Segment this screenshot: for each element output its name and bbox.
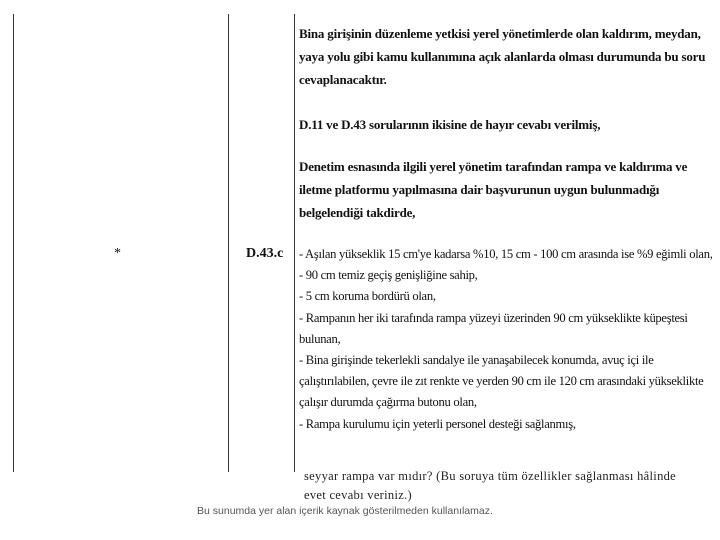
table-col-divider-1 xyxy=(228,14,229,472)
criteria-list xyxy=(299,244,717,435)
criteria-item-width: - 90 cm temiz geçiş genişliğine sahip, xyxy=(299,268,478,283)
question-code: D.43.c xyxy=(246,246,284,261)
criteria-item-handrail: - Rampanın her iki tarafında rampa yüzeyi üzerinden 90 cm yükseklikte küpeştesi bulunan, xyxy=(299,310,688,346)
criteria-item-staff: - Rampa kurulumu için yeterli personel desteği sağlanmış, xyxy=(299,416,576,431)
criteria-item-curb: - 5 cm koruma bordürü olan, xyxy=(299,289,436,304)
table-col-divider-2 xyxy=(294,14,295,472)
criteria-item-call-button: - Bina girişinde tekerlekli sandalye ile yanaşabilecek konumda, avuç içi ile çalıştırılabilen, çevre ile zıt renkte ve yerden 90 cm ile 120 cm arasındaki yükseklikte çalışır durumda çağırma butonu olan, xyxy=(299,353,704,410)
scope-paragraph: Bina girişinin düzenleme yetkisi yerel yönetimlerde olan kaldırım, meydan, yaya yolu gibi kamu kullanımına açık alanlarda olması durumunda bu soru cevaplanacaktır. xyxy=(299,26,706,87)
question-text: seyyar rampa var mıdır? (Bu soruya tüm özellikler sağlanması hâlinde evet cevabı veriniz.) xyxy=(304,469,677,502)
condition-paragraph: D.11 ve D.43 sorularının ikisine de hayır cevabı verilmiş, xyxy=(299,117,601,132)
inspection-paragraph: Denetim esnasında ilgili yerel yönetim tarafından rampa ve kaldırıma ve iletme platformu yapılmasına dair başvurunun uygun bulunmadığı belgelendiği takdirde, xyxy=(299,159,688,220)
footer-note: Bu sunumda yer alan içerik kaynak gösterilmeden kullanılamaz. xyxy=(197,505,493,517)
table-left-border xyxy=(13,14,14,472)
criteria-item-slope: - Aşılan yükseklik 15 cm'ye kadarsa %10, 15 cm - 100 cm arasında ise %9 eğimli olan, xyxy=(299,247,713,261)
row-marker: * xyxy=(114,246,121,261)
